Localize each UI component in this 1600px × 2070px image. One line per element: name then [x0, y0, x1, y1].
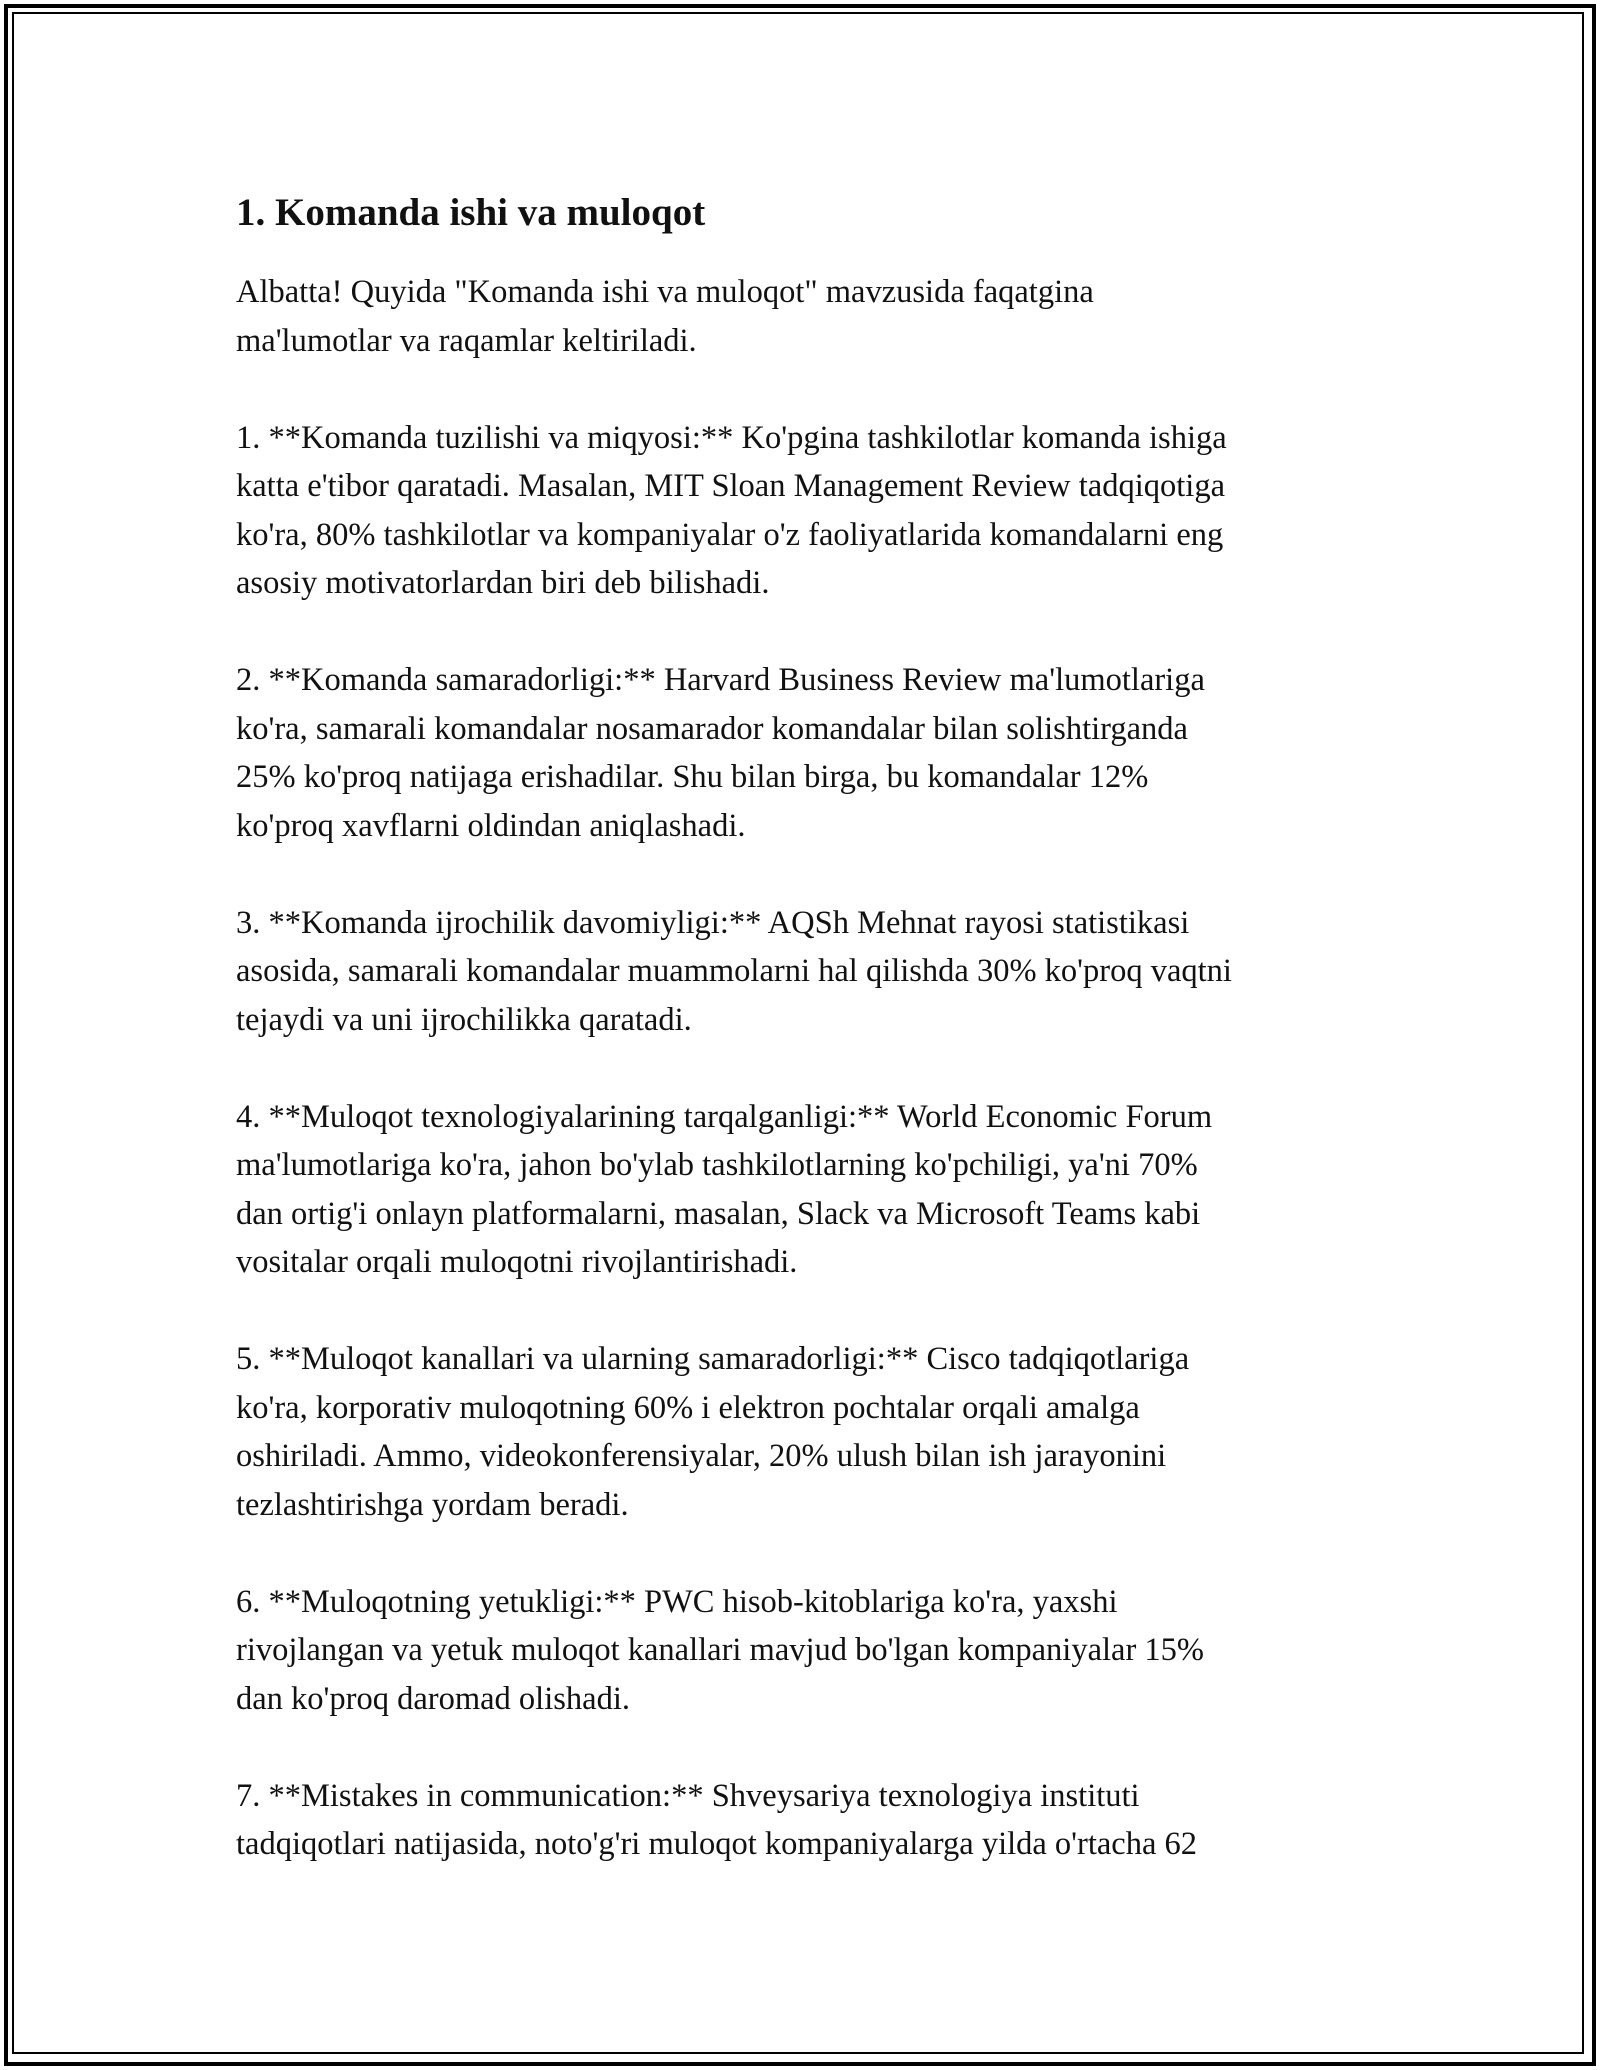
intro-paragraph — [236, 268, 1386, 365]
text-line: 4. **Muloqot texnologiyalarining tarqalganligi:** World Economic Forum — [236, 1098, 1213, 1135]
text-line: asosiy motivatorlardan biri deb bilishadi. — [236, 565, 770, 601]
text-line: Albatta! Quyida "Komanda ishi va muloqot" mavzusida faqatgina — [236, 274, 1094, 310]
text-line: 5. **Muloqot kanallari va ularning samaradorligi:** Cisco tadqiqotlariga — [236, 1341, 1190, 1377]
text-line: 3. **Komanda ijrochilik davomiyligi:** AQSh Mehnat rayosi statistikasi — [236, 904, 1190, 941]
text-line: 6. **Muloqotning yetukligi:** PWC hisob-kitoblariga ko'ra, yaxshi — [236, 1583, 1118, 1620]
text-line: dan ortig'i onlayn platformalarni, masalan, Slack va Microsoft Teams kabi — [236, 1195, 1201, 1232]
list-item-5 — [236, 1335, 1386, 1529]
text-line: rivojlangan va yetuk muloqot kanallari mavjud bo'lgan kompaniyalar 15% — [236, 1632, 1204, 1668]
text-line: tezlashtirishga yordam beradi. — [236, 1486, 629, 1523]
section-heading: 1. Komanda ishi va muloqot — [236, 191, 706, 234]
text-line: vositalar orqali muloqotni rivojlantirishadi. — [236, 1244, 798, 1280]
text-line: 7. **Mistakes in communication:** Shveysariya texnologiya instituti — [236, 1777, 1140, 1814]
text-line: tadqiqotlari natijasida, noto'g'ri muloqot kompaniyalarga yilda o'rtacha 62 — [236, 1826, 1198, 1862]
list-item-6 — [236, 1578, 1386, 1724]
text-line: oshiriladi. Ammo, videokonferensiyalar, 20% ulush bilan ish jarayonini — [236, 1438, 1167, 1474]
text-line: ko'proq xavflarni oldindan aniqlashadi. — [236, 807, 746, 844]
list-item-2 — [236, 656, 1386, 850]
text-line: dan ko'proq daromad olishadi. — [236, 1680, 630, 1717]
text-line: asosida, samarali komandalar muammolarni hal qilishda 30% ko'proq vaqtni — [236, 953, 1232, 989]
text-line: ko'ra, 80% tashkilotlar va kompaniyalar o'z faoliyatlarida komandalarni eng — [236, 516, 1224, 553]
text-line: 2. **Komanda samaradorligi:** Harvard Business Review ma'lumotlariga — [236, 662, 1205, 698]
text-line: ko'ra, samarali komandalar nosamarador komandalar bilan solishtirganda — [236, 710, 1188, 747]
list-item-1 — [236, 414, 1386, 608]
list-item-4 — [236, 1093, 1386, 1287]
text-line: ma'lumotlar va raqamlar keltiriladi. — [236, 322, 697, 359]
text-line: ma'lumotlariga ko'ra, jahon bo'ylab tashkilotlarning ko'pchiligi, ya'ni 70% — [236, 1147, 1198, 1183]
text-line: 1. **Komanda tuzilishi va miqyosi:** Ko'pgina tashkilotlar komanda ishiga — [236, 419, 1227, 456]
list-item-3 — [236, 899, 1386, 1045]
text-line: katta e'tibor qaratadi. Masalan, MIT Sloan Management Review tadqiqotiga — [236, 468, 1225, 504]
list-item-7 — [236, 1772, 1386, 1869]
text-line: ko'ra, korporativ muloqotning 60% i elektron pochtalar orqali amalga — [236, 1389, 1140, 1426]
text-line: 25% ko'proq natijaga erishadilar. Shu bilan birga, bu komandalar 12% — [236, 759, 1149, 795]
text-line: tejaydi va uni ijrochilikka qaratadi. — [236, 1001, 692, 1038]
document-body — [236, 186, 1386, 1917]
